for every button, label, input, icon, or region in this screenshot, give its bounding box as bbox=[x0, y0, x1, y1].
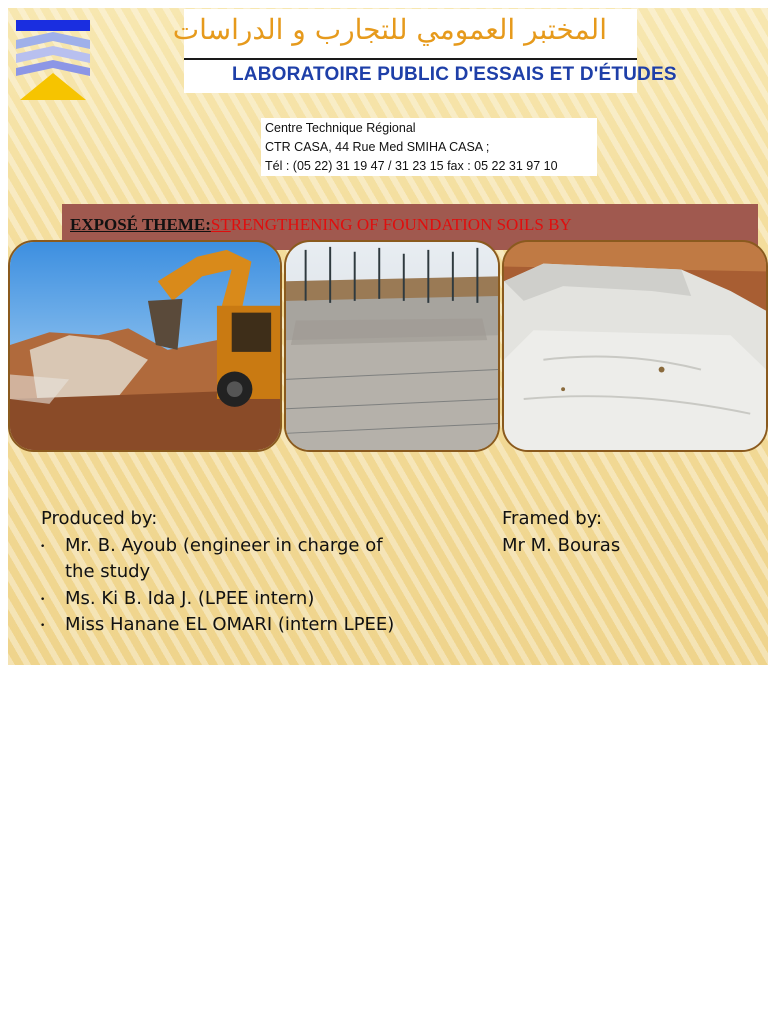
theme-title-rest: RENGTHENING OF FOUNDATION SOILS BY bbox=[230, 215, 572, 234]
contact-box bbox=[261, 118, 597, 176]
header-divider bbox=[184, 58, 637, 60]
geotextile-pit-photo bbox=[502, 240, 768, 452]
author-list bbox=[41, 533, 401, 639]
framed-by-section bbox=[502, 506, 620, 559]
produced-by-label: Produced by: bbox=[41, 508, 158, 529]
slide bbox=[8, 8, 768, 665]
construction-site-photo bbox=[284, 240, 500, 452]
header-banner bbox=[172, 9, 677, 93]
contact-line-1: Centre Technique Régional bbox=[265, 121, 416, 135]
excavator-photo bbox=[8, 240, 282, 452]
contact-line-3: Tél : (05 22) 31 19 47 / 31 23 15 fax : 05 22 31 97 10 bbox=[265, 159, 558, 173]
supervisor-name: Mr M. Bouras bbox=[502, 534, 621, 556]
arabic-title: المختبر العمومي للتجارب و الدراسات bbox=[172, 13, 607, 46]
lpee-logo-icon bbox=[16, 20, 90, 100]
theme-title-start: ST bbox=[210, 215, 231, 234]
theme-label: EXPOSÉ THEME: bbox=[70, 215, 211, 234]
produced-by-section bbox=[41, 506, 401, 639]
framed-by-label: Framed by: bbox=[502, 508, 603, 529]
author-item: • Ms. Ki B. Ida J. (LPEE intern) bbox=[41, 586, 401, 613]
french-title: LABORATOIRE PUBLIC D'ESSAIS ET D'ÉTUDES bbox=[232, 64, 677, 85]
contact-line-2: CTR CASA, 44 Rue Med SMIHA CASA ; bbox=[265, 140, 490, 154]
author-item: • Mr. B. Ayoub (engineer in charge of the study bbox=[41, 533, 401, 586]
author-item: • Miss Hanane EL OMARI (intern LPEE) bbox=[41, 612, 401, 639]
